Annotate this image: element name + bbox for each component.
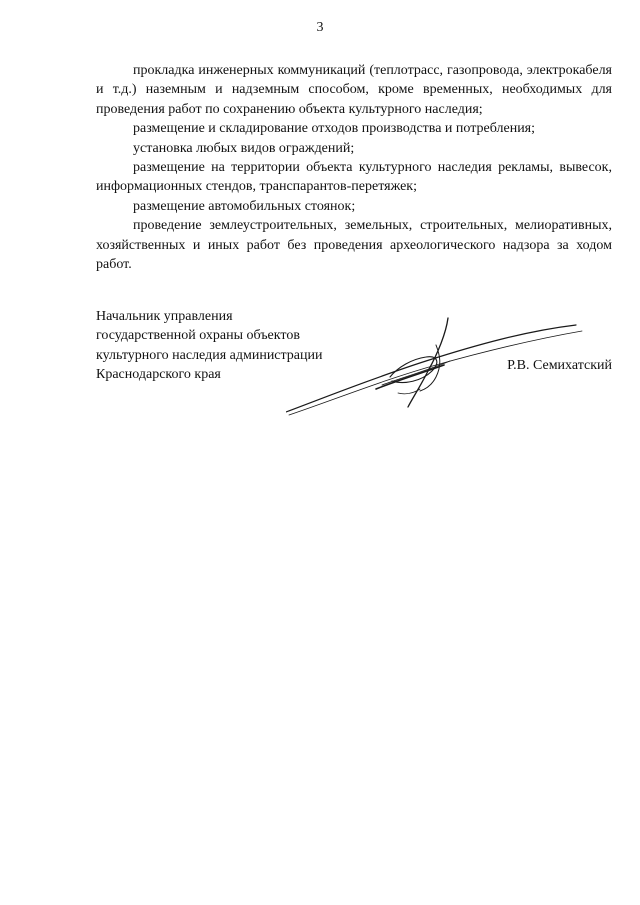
signer-position-line-1: Начальник управления bbox=[96, 309, 233, 324]
paragraph-utilities: прокладка инженерных коммуникаций (теплотрасс, газопровода, электрокабеля и т.д.) наземным и надземным способом, кроме временных, необходимых для проведения работ по сохранению объекта культурного наследия; bbox=[96, 63, 612, 117]
paragraph-fences: установка любых видов ограждений; bbox=[133, 140, 355, 156]
paragraph-parking: размещение автомобильных стоянок; bbox=[133, 198, 356, 214]
restrictions-list bbox=[96, 61, 612, 274]
signer-name: Р.В. Семихатский bbox=[507, 357, 612, 373]
page-number: 3 bbox=[316, 20, 324, 35]
paragraph-earthworks: проведение землеустроительных, земельных, строительных, мелиоративных, хозяйственных и иных работ без проведения археологического надзора за ходом работ. bbox=[96, 218, 612, 273]
signature-block bbox=[96, 307, 612, 427]
signer-position-line-2: государственной охраны объектов bbox=[96, 328, 300, 344]
paragraph-waste: размещение и складирование отходов производства и потребления; bbox=[133, 121, 536, 137]
paragraph-advertising: размещение на территории объекта культурного наследия рекламы, вывесок, информационных стендов, транспарантов-перетяжек; bbox=[96, 160, 612, 195]
signer-position-line-3: культурного наследия администрации bbox=[96, 347, 323, 363]
signer-position-line-4: Краснодарского края bbox=[96, 367, 221, 383]
